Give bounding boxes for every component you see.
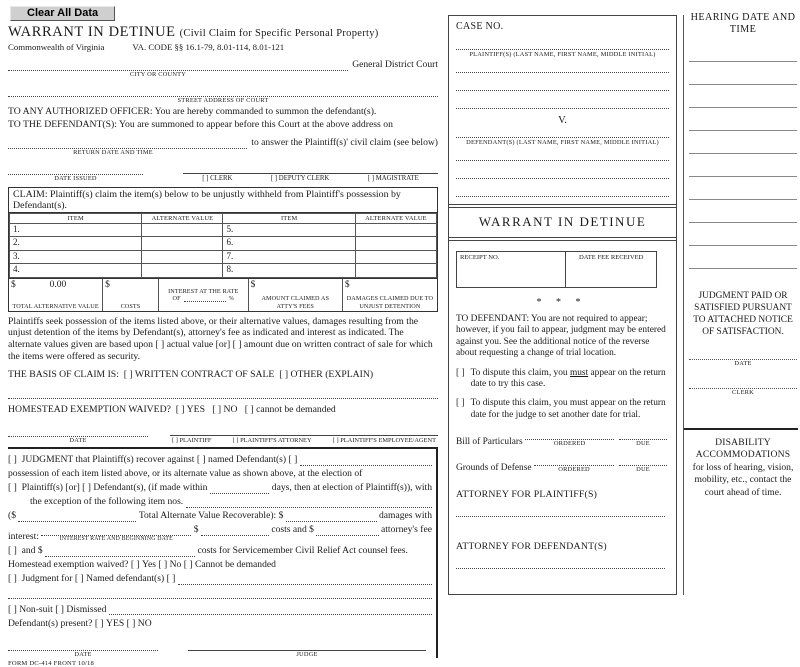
amount-due-option: amount due on written contract of sale for which the items were offered as security.: [8, 339, 433, 363]
claim-row: [10, 223, 437, 237]
satisfaction-date-field[interactable]: [689, 352, 797, 360]
dollar-sign: $: [344, 279, 350, 290]
warrant-title-strip: WARRANT IN DETINUE: [449, 204, 676, 241]
waived-cannot-checkbox[interactable]: [ ]: [183, 559, 193, 571]
satisfaction-clerk-row: [689, 381, 797, 396]
interest-rate-date-field[interactable]: [41, 526, 191, 536]
homestead-row: [8, 404, 438, 416]
actual-value-checkbox[interactable]: [ ]: [155, 339, 165, 351]
costs-and-label: costs and $: [271, 524, 314, 536]
scra-amount-field[interactable]: [45, 547, 195, 557]
judgment-text: JUDGMENT that Plaintiff(s) recover against: [21, 454, 195, 466]
exception-items-field[interactable]: [186, 498, 432, 508]
homestead-waived-question: Homestead exemption waived?: [8, 559, 129, 571]
other-named-checkbox[interactable]: [ ]: [166, 573, 176, 585]
satisfaction-date-row: [689, 352, 797, 367]
claim-header-row: [10, 213, 437, 223]
signer-agent-option: [ ] PLAINTIFF'S EMPLOYEE/AGENT: [332, 436, 436, 444]
officer-summons-text: TO ANY AUTHORIZED OFFICER: You are hereby commanded to summon the defendant(s).: [8, 105, 377, 117]
hearing-line-field[interactable]: [689, 131, 797, 154]
hearing-line-field[interactable]: [689, 62, 797, 85]
waived-yes-checkbox[interactable]: [ ]: [130, 559, 140, 571]
present-yes-label: YES: [106, 617, 125, 629]
defendant-names-field[interactable]: [300, 456, 432, 466]
hearing-date-time-heading: HEARING DATE AND TIME: [690, 12, 796, 35]
interest-of-label: OF: [172, 294, 181, 302]
homestead-cannot-label: cannot be demanded: [256, 403, 336, 415]
value-7-field[interactable]: [355, 250, 436, 264]
judgment-line-6: [8, 524, 432, 543]
disability-title: DISABILITY ACCOMMODATIONS: [695, 437, 791, 461]
plaintiff-date-label: DATE: [69, 436, 87, 444]
grounds-ordered-field[interactable]: [534, 458, 614, 466]
clerk-checkbox[interactable]: [ ]: [202, 174, 209, 182]
other-defendants-checkbox[interactable]: [ ]: [288, 454, 298, 466]
named-defendant-label: Named defendant(s): [86, 573, 165, 585]
col-item-2: ITEM: [223, 213, 355, 223]
judge-signature-field[interactable]: [188, 641, 426, 651]
return-date-label: RETURN DATE AND TIME: [73, 148, 153, 156]
claim-row: [10, 250, 437, 264]
election-defendant-checkbox[interactable]: [ ]: [82, 482, 91, 494]
total-alternative-value-label: TOTAL ALTERNATIVE VALUE: [12, 302, 99, 310]
case-no-label: CASE NO.: [456, 21, 504, 32]
col-value-2: ALTERNATE VALUE: [355, 213, 436, 223]
form-subtitle: (Civil Claim for Specific Personal Property): [179, 28, 379, 39]
commonwealth-line: [8, 42, 438, 52]
attorney-fee-amount-field[interactable]: [316, 526, 378, 536]
homestead-no-label: NO: [223, 403, 238, 415]
hearing-panel: [689, 12, 797, 396]
total-recoverable-label: Total Alternate Value Recoverable): $: [138, 510, 284, 522]
named-defendants-checkbox[interactable]: [ ]: [196, 454, 206, 466]
attorney-defendant-heading: ATTORNEY FOR DEFENDANT(S): [456, 541, 607, 552]
plaintiff-name-field-4[interactable]: [456, 105, 669, 109]
disability-notice: [689, 437, 797, 499]
receipt-no-cell[interactable]: [457, 252, 566, 287]
actual-value-option: actual value [or]: [166, 339, 231, 351]
costs-dollar: $: [193, 524, 199, 536]
bill-due-field[interactable]: [619, 432, 667, 440]
judgment-for-label: Judgment for: [21, 573, 73, 585]
must-emphasis: must: [569, 367, 589, 378]
judgment-line-4: [30, 496, 432, 508]
value-4-field[interactable]: [142, 264, 223, 278]
grounds-of-defense-label: Grounds of Defense: [456, 463, 532, 473]
present-no-label: NO: [137, 617, 152, 629]
total-recoverable-open: ($: [8, 510, 16, 522]
dispute-option-2: [456, 398, 667, 421]
city-county-label: CITY OR COUNTY: [129, 70, 187, 78]
interest-rate-label: INTEREST AT THE RATE: [168, 287, 239, 295]
col-item-1: ITEM: [10, 213, 142, 223]
waived-no-checkbox[interactable]: [ ]: [158, 559, 168, 571]
versus-label: V.: [558, 115, 567, 126]
item-2-field[interactable]: 2.: [10, 237, 142, 251]
hearing-lines: [689, 39, 797, 269]
other-explain-field[interactable]: [8, 389, 438, 399]
commonwealth-label: Commonwealth of Virginia: [8, 42, 105, 52]
clerk-option: [ ] CLERK: [202, 174, 233, 182]
dispute-1-text: To dispute this claim, you must appear on the return date to try this case.: [470, 367, 666, 390]
deputy-clerk-option: [ ] DEPUTY CLERK: [270, 174, 330, 182]
plaintiff-name-field-3[interactable]: [456, 87, 669, 91]
dollar-sign: $: [105, 279, 110, 290]
scra-and-label: and $: [21, 545, 43, 557]
nonsuit-checkbox[interactable]: [ ]: [8, 603, 17, 615]
defendant-name-field-3[interactable]: [456, 175, 669, 179]
dollar-sign: $: [11, 279, 16, 290]
receipt-box: [456, 251, 657, 288]
defendant-summons-text: TO THE DEFENDANT(S): You are summoned to appear before this Court at the above address on: [8, 119, 393, 131]
form-title: WARRANT IN DETINUE: [8, 24, 176, 40]
dispute-2-checkbox[interactable]: [ ]: [456, 398, 465, 409]
interest-label: interest:: [8, 531, 39, 543]
signer-agent-checkbox[interactable]: [ ]: [332, 436, 339, 444]
grounds-ordered-label: ORDERED: [558, 466, 590, 473]
other-explain-checkbox[interactable]: [ ]: [279, 368, 289, 380]
costs-cell: [103, 279, 159, 311]
attorney-fee-label: attorney's fee: [380, 524, 432, 536]
possession-election-text: possession of each item listed above, or its alternate value as shown above, at the election of: [8, 468, 363, 480]
judgment-line-9: [8, 573, 432, 585]
form-left-column: [8, 3, 438, 667]
return-date-field[interactable]: [8, 139, 247, 149]
total-recoverable-field[interactable]: [18, 512, 136, 522]
signer-plaintiff-option: [ ] PLAINTIFF: [172, 436, 212, 444]
item-5-field[interactable]: 5.: [223, 223, 355, 237]
item-6-field[interactable]: 6.: [223, 237, 355, 251]
claim-totals-row: [9, 278, 437, 311]
dispute-2-text: To dispute this claim, you must appear on the return date for the judge to set another date for trial.: [470, 398, 666, 420]
hearing-line-field[interactable]: [689, 85, 797, 108]
hearing-line-field[interactable]: [689, 177, 797, 200]
written-contract-checkbox[interactable]: [ ]: [123, 368, 133, 380]
case-panel: [448, 15, 677, 595]
case-panel-body: [449, 241, 676, 569]
named-defendant-field[interactable]: [178, 575, 432, 585]
date-issued-row: [8, 164, 438, 182]
clear-all-data-button[interactable]: Clear All Data: [10, 6, 115, 21]
interest-rate-date-label: INTEREST RATE AND BEGINNING DATE: [59, 535, 173, 542]
judgment-line-8: [8, 559, 432, 571]
bill-of-particulars-label: Bill of Particulars: [456, 437, 523, 447]
case-names-section: [449, 16, 676, 197]
written-contract-option: WRITTEN CONTRACT OF SALE: [134, 368, 275, 380]
plaintiff-date-field[interactable]: [8, 427, 148, 437]
interest-rate-field[interactable]: [184, 295, 226, 302]
form-title-line: [8, 23, 438, 41]
present-yes-checkbox[interactable]: [ ]: [94, 617, 104, 629]
basis-label: THE BASIS OF CLAIM IS:: [8, 368, 119, 380]
disability-section-divider: [684, 428, 798, 430]
item-3-field[interactable]: 3.: [10, 250, 142, 264]
costs-field[interactable]: [110, 280, 156, 290]
return-date-row: [8, 137, 438, 149]
judgment-line-1: [8, 454, 432, 466]
exception-items-label: the exception of the following item nos.: [30, 496, 184, 508]
election-defendant-label: Defendant(s), (if made within: [93, 482, 208, 494]
grounds-due-field[interactable]: [619, 458, 667, 466]
bill-ordered-field[interactable]: [525, 432, 614, 440]
district-court-label: General District Court: [352, 59, 438, 70]
named-defendant-overflow-field[interactable]: [8, 589, 432, 599]
dismissed-label: Dismissed: [66, 603, 107, 615]
date-issued-label: DATE ISSUED: [54, 174, 97, 182]
value-6-field[interactable]: [355, 237, 436, 251]
attorney-fees-label: AMOUNT CLAIMED AS ATTY'S FEES: [261, 295, 330, 310]
dollar-sign: $: [250, 279, 256, 290]
named-defendants-label: named Defendant(s): [208, 454, 287, 466]
form-number-footer: FORM DC-414 FRONT 10/18: [8, 660, 94, 667]
satisfaction-clerk-field[interactable]: [689, 381, 797, 389]
hearing-line-field[interactable]: [689, 223, 797, 246]
scra-checkbox[interactable]: [ ]: [8, 545, 17, 557]
judgment-paid-notice: JUDGMENT PAID OR SATISFIED PURSUANT TO ATTACHED NOTICE OF SATISFACTION.: [693, 291, 793, 337]
waived-yes-label: Yes: [142, 559, 156, 571]
claim-caption: CLAIM: Plaintiff(s) claim the item(s) below to be unjustly withheld from Plaintiff's possession by Defendant(s).: [9, 188, 437, 213]
damages-cell: [343, 279, 437, 311]
judgment-line-7: [8, 545, 432, 557]
bill-ordered-label: ORDERED: [553, 440, 586, 447]
code-references: VA. CODE §§ 16.1-79, 8.01-114, 8.01-121: [132, 42, 285, 52]
judgment-line-3: [8, 482, 432, 494]
damages-label: DAMAGES CLAIMED DUE TO UNJUST DETENTION: [346, 295, 434, 310]
basis-of-claim-row: [8, 369, 438, 381]
satisfaction-date-label: DATE: [734, 360, 752, 368]
value-1-field[interactable]: [142, 223, 223, 237]
amount-due-checkbox[interactable]: [ ]: [232, 339, 242, 351]
interest-rate-cell: [159, 279, 249, 311]
disability-text: for loss of hearing, vision, mobility, etc., contact the court ahead of time.: [692, 461, 794, 498]
damages-amount-field[interactable]: [286, 512, 377, 522]
claim-row: [10, 237, 437, 251]
defendants-present-question: Defendant(s) present?: [8, 617, 93, 629]
judgment-line-11: [8, 618, 432, 630]
col-value-1: ALTERNATE VALUE: [142, 213, 223, 223]
plaintiff-name-field-2[interactable]: [456, 69, 669, 73]
value-2-field[interactable]: [142, 237, 223, 251]
scra-costs-label: costs for Servicemember Civil Relief Act counsel fees.: [197, 545, 408, 557]
fee-received-cell[interactable]: [566, 252, 656, 287]
value-5-field[interactable]: [355, 223, 436, 237]
magistrate-checkbox[interactable]: [ ]: [367, 174, 374, 182]
answer-claim-label: to answer the Plaintiff(s)' civil claim (see below): [251, 137, 438, 149]
value-3-field[interactable]: [142, 250, 223, 264]
election-plaintiff-checkbox[interactable]: [ ]: [8, 482, 17, 494]
judge-label: JUDGE: [296, 651, 318, 659]
street-address-label: STREET ADDRESS OF COURT: [177, 96, 269, 104]
possession-paragraph: [8, 316, 438, 363]
fee-received-label: DATE FEE RECEIVED: [578, 254, 644, 261]
signer-plaintiff-checkbox[interactable]: [ ]: [172, 436, 178, 444]
judgment-for-checkbox[interactable]: [ ]: [8, 573, 17, 585]
claim-row: [10, 264, 437, 278]
defendant-caption: DEFENDANT(S) (LAST NAME, FIRST NAME, MIDDLE INITIAL): [466, 139, 659, 146]
attorney-fees-field[interactable]: [255, 280, 339, 290]
magistrate-option: [ ] MAGISTRATE: [367, 174, 419, 182]
grounds-of-defense-row: [456, 458, 667, 473]
grounds-due-label: DUE: [636, 466, 650, 473]
defendant-name-field-2[interactable]: [456, 157, 669, 161]
judgment-section: [8, 447, 438, 659]
value-8-field[interactable]: [355, 264, 436, 278]
homestead-yes-label: YES: [186, 403, 205, 415]
attorney-defendant-field[interactable]: [456, 566, 665, 569]
attorney-plaintiff-heading: ATTORNEY FOR PLAINTIFF(S): [456, 489, 598, 500]
plaintiff-caption: PLAINTIFF(S) (LAST NAME, FIRST NAME, MIDDLE INITIAL): [469, 51, 656, 58]
percent-sign: %: [228, 294, 234, 302]
plaintiff-signature-field[interactable]: [170, 426, 438, 436]
damages-with-label: damages with: [378, 510, 432, 522]
election-tail-text: days, then at election of Plaintiff(s)), with: [271, 482, 432, 494]
satisfaction-clerk-label: CLERK: [732, 389, 754, 397]
hearing-line-field[interactable]: [689, 108, 797, 131]
homestead-yes-checkbox[interactable]: [ ]: [175, 403, 185, 415]
hearing-line-field[interactable]: [689, 200, 797, 223]
dismissed-checkbox[interactable]: [ ]: [55, 603, 64, 615]
dispute-1-checkbox[interactable]: [ ]: [456, 367, 465, 378]
days-field[interactable]: [210, 484, 270, 494]
item-7-field[interactable]: 7.: [223, 250, 355, 264]
homestead-question: HOMESTEAD EXEMPTION WAIVED?: [8, 403, 171, 415]
to-defendant-notice: TO DEFENDANT: You are not required to appear; however, if you fail to appear, judgment may be entered against you. See the additional notice of the reverse about requesting a change of trial location.: [456, 314, 666, 359]
judgment-date-field[interactable]: [8, 641, 158, 651]
date-issued-field[interactable]: [8, 165, 143, 175]
judge-signature-row: [8, 641, 432, 658]
defendant-name-field-4[interactable]: [456, 193, 669, 197]
costs-label: COSTS: [120, 302, 141, 310]
waived-no-label: No: [169, 559, 182, 571]
possession-text: Plaintiffs seek possession of the items listed above, or their alternative values, damages resulting from the unjust detention of the items by Defendant(s), attorney's fee as indicated and interest as indicated. The alternate values given are based upon: [8, 315, 419, 351]
judgment-line-2: [8, 468, 432, 480]
other-explain-option: OTHER (EXPLAIN): [290, 368, 374, 380]
hearing-line-field[interactable]: [689, 154, 797, 177]
signer-attorney-checkbox[interactable]: [ ]: [232, 436, 239, 444]
court-name-row: [8, 59, 438, 71]
judgment-date-label: DATE: [74, 651, 92, 659]
plaintiff-signature-row: [8, 426, 438, 444]
item-8-field[interactable]: 8.: [223, 264, 355, 278]
total-alternative-value-field[interactable]: 0.00: [49, 279, 67, 290]
nonsuit-label: Non-suit: [19, 603, 53, 615]
issuer-signature-field[interactable]: [183, 164, 438, 174]
election-plaintiff-label: Plaintiff(s) [or]: [21, 482, 80, 494]
deputy-clerk-checkbox[interactable]: [ ]: [270, 174, 278, 182]
bill-of-particulars-row: [456, 432, 667, 447]
receipt-no-label: RECEIPT NO.: [460, 254, 500, 261]
signer-attorney-option: [ ] PLAINTIFF'S ATTORNEY: [232, 436, 312, 444]
named-defendant-checkbox[interactable]: [ ]: [74, 573, 84, 585]
judgment-line-10: [8, 604, 432, 616]
right-panel-divider: [683, 15, 684, 595]
homestead-no-checkbox[interactable]: [ ]: [212, 403, 222, 415]
homestead-cannot-checkbox[interactable]: [ ]: [244, 403, 254, 415]
judgment-line-5: [8, 510, 432, 522]
attorney-fees-cell: [249, 279, 343, 311]
hearing-line-field[interactable]: [689, 39, 797, 62]
claim-table: [8, 187, 438, 312]
section-separator-stars: * * *: [536, 297, 587, 308]
damages-field[interactable]: [350, 280, 435, 290]
total-alternative-value-cell: [9, 279, 103, 311]
hearing-line-field[interactable]: [689, 246, 797, 269]
costs-amount-field[interactable]: [201, 526, 269, 536]
judgment-checkbox[interactable]: [ ]: [8, 454, 17, 466]
city-county-field[interactable]: [8, 61, 348, 71]
attorney-plaintiff-field[interactable]: [456, 514, 665, 517]
street-address-field[interactable]: [8, 87, 438, 97]
bill-due-label: DUE: [636, 440, 650, 447]
waived-cannot-label: Cannot be demanded: [194, 559, 276, 571]
dispute-option-1: [456, 368, 667, 391]
item-1-field[interactable]: 1.: [10, 223, 142, 237]
present-no-checkbox[interactable]: [ ]: [126, 617, 136, 629]
item-4-field[interactable]: 4.: [10, 264, 142, 278]
dismissed-detail-field[interactable]: [109, 605, 432, 615]
